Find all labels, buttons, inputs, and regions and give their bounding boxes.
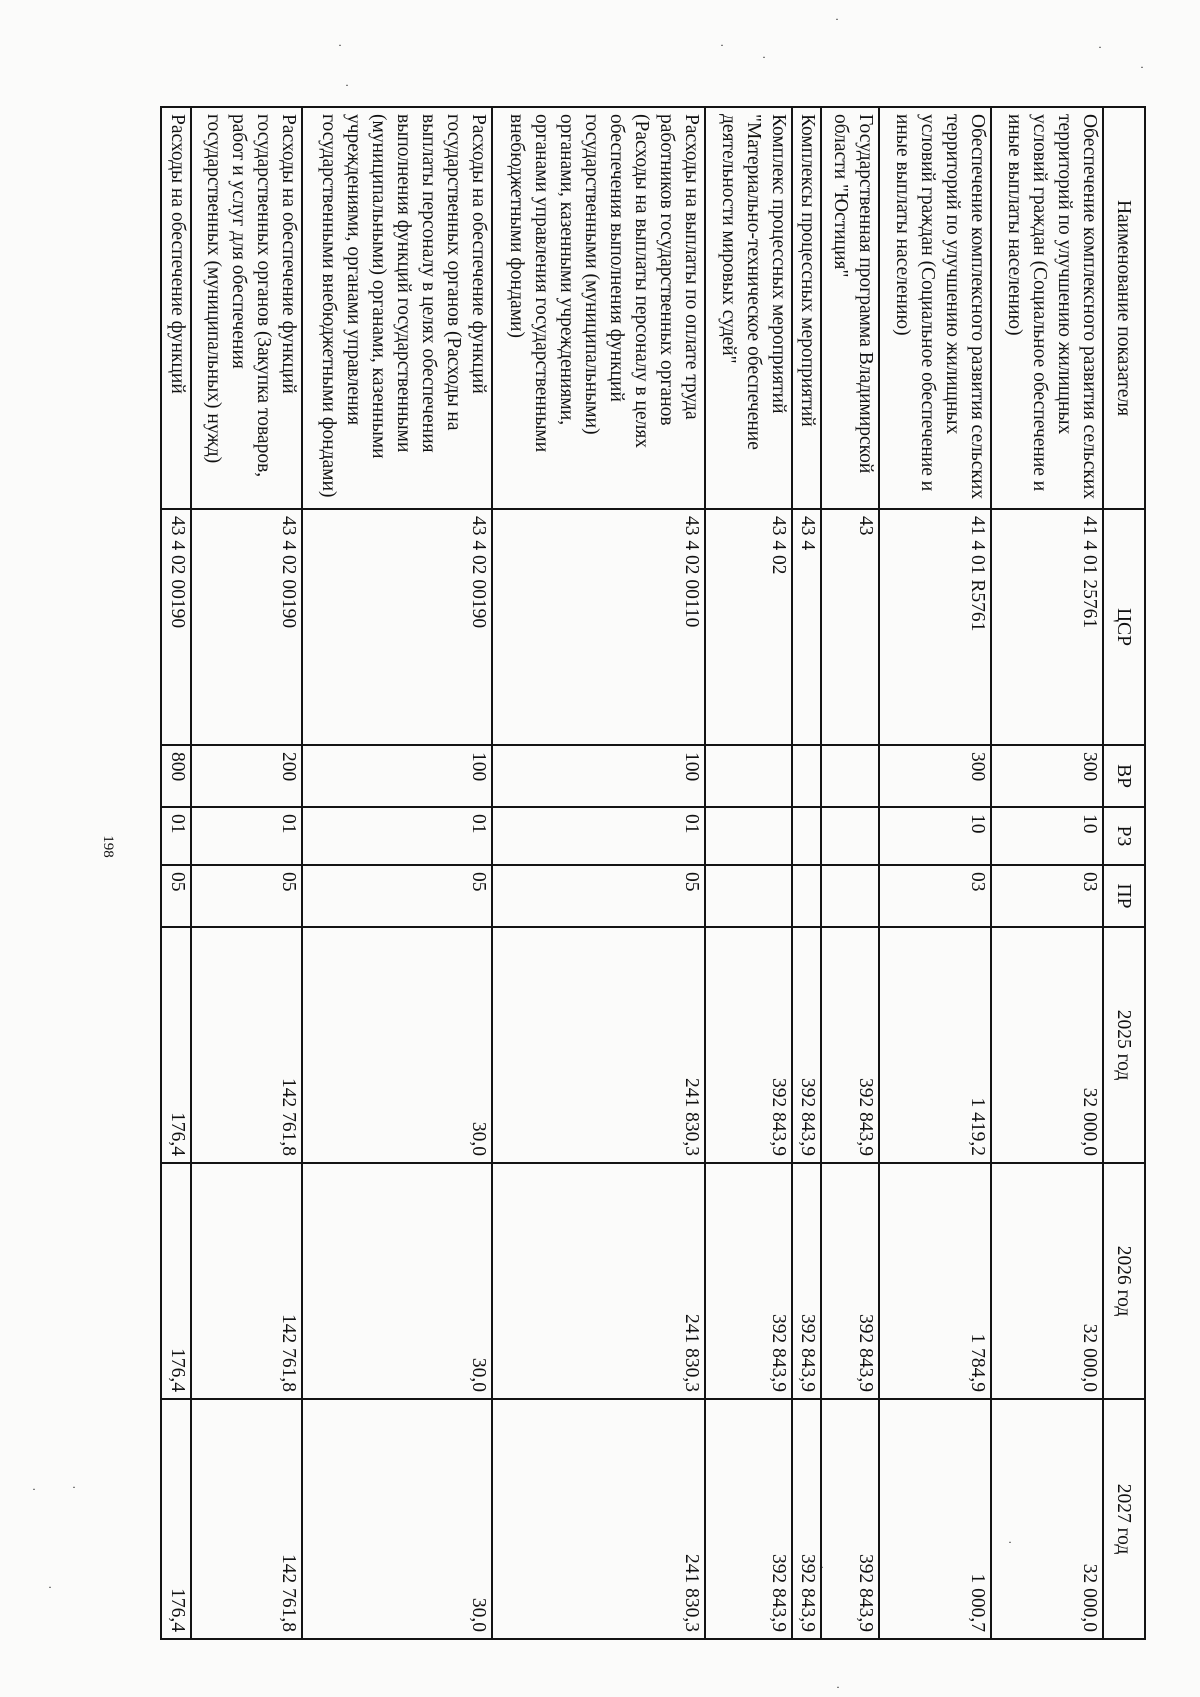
header-row (1103, 107, 1145, 1639)
row-2026: 241 830,3 (492, 1163, 705, 1399)
row-rz (792, 807, 822, 865)
row-csr: 41 4 01 R5761 (879, 509, 991, 745)
row-vr: 300 (991, 745, 1103, 807)
row-pr (705, 865, 791, 927)
row-2027: 241 830,3 (492, 1399, 705, 1639)
row-name: Расходы на обеспечение функций государственных органов (Закупка товаров, работ и услуг для обеспечения государственных (муниципальных) нужд) (191, 107, 303, 509)
table-row (705, 107, 791, 1639)
row-rz (705, 807, 791, 865)
row-csr: 43 4 02 00190 (161, 509, 191, 745)
row-2025: 392 843,9 (705, 927, 791, 1163)
row-2027: 392 843,9 (792, 1399, 822, 1639)
row-pr: 05 (161, 865, 191, 927)
row-csr: 43 4 (792, 509, 822, 745)
row-name: Расходы на выплаты по оплате труда работников государственных органов (Расходы на выплаты персоналу в целях обеспечения выполнения функций государственными (муниципальными) органами, казенными учреждениями, органами управления государственными внебюджетными фондами) (492, 107, 705, 509)
table-row (879, 107, 991, 1639)
row-2026: 1 784,9 (879, 1163, 991, 1399)
budget-table (160, 106, 1146, 1640)
row-rz: 01 (191, 807, 303, 865)
row-2026: 392 843,9 (705, 1163, 791, 1399)
table-row (302, 107, 492, 1639)
scan-speck: · (820, 1560, 824, 1574)
row-rz: 01 (302, 807, 492, 865)
row-2025: 32 000,0 (991, 927, 1103, 1163)
header-2027: 2027 год (1103, 1399, 1145, 1639)
row-2025: 392 843,9 (821, 927, 879, 1163)
row-pr: 05 (492, 865, 705, 927)
row-vr: 100 (492, 745, 705, 807)
row-csr: 43 (821, 509, 879, 745)
header-vr: ВР (1103, 745, 1145, 807)
row-vr (705, 745, 791, 807)
header-2026: 2026 год (1103, 1163, 1145, 1399)
row-pr: 05 (191, 865, 303, 927)
scan-speck: · (1008, 1535, 1012, 1549)
row-2027: 1 000,7 (879, 1399, 991, 1639)
row-csr: 43 4 02 00190 (302, 509, 492, 745)
table-row (161, 107, 191, 1639)
row-2027: 392 843,9 (705, 1399, 791, 1639)
row-vr: 200 (191, 745, 303, 807)
row-2027: 176,4 (161, 1399, 191, 1639)
row-pr (792, 865, 822, 927)
table-row (991, 107, 1103, 1639)
row-rz: 10 (879, 807, 991, 865)
scan-speck: · (1140, 60, 1144, 74)
row-rz (821, 807, 879, 865)
scan-speck: · (836, 1680, 840, 1694)
scan-speck: · (345, 78, 349, 92)
table-row (792, 107, 822, 1639)
row-name: Государственная программа Владимирской области "Юстиция" (821, 107, 879, 509)
row-name: Обеспечение комплексного развития сельских территорий по улучшению жилищных условий граждан (Социальное обеспечение и иные выплаты населению) (879, 107, 991, 509)
scan-speck: · (762, 50, 766, 64)
row-pr: 05 (302, 865, 492, 927)
row-pr (821, 865, 879, 927)
row-rz: 10 (991, 807, 1103, 865)
row-2025: 30,0 (302, 927, 492, 1163)
scan-speck: · (48, 1580, 52, 1594)
row-vr (792, 745, 822, 807)
row-csr: 43 4 02 (705, 509, 791, 745)
scan-speck: · (338, 38, 342, 52)
row-name: Расходы на обеспечение функций (161, 107, 191, 509)
row-2025: 1 419,2 (879, 927, 991, 1163)
scan-speck: · (835, 12, 839, 26)
table-row (191, 107, 303, 1639)
header-csr: ЦСР (1103, 509, 1145, 745)
row-2026: 392 843,9 (821, 1163, 879, 1399)
row-vr: 800 (161, 745, 191, 807)
table-row (492, 107, 705, 1639)
row-vr: 100 (302, 745, 492, 807)
row-2027: 30,0 (302, 1399, 492, 1639)
header-name: Наименование показателя (1103, 107, 1145, 509)
row-2026: 392 843,9 (792, 1163, 822, 1399)
row-pr: 03 (991, 865, 1103, 927)
row-2026: 30,0 (302, 1163, 492, 1399)
scan-speck: · (1098, 40, 1102, 54)
row-name: Расходы на обеспечение функций государственных органов (Расходы на выплаты персоналу в целях обеспечения выполнения функций государственными (муниципальными) органами, казенными учреждениями, органами управления государственными внебюджетными фондами) (302, 107, 492, 509)
header-rz: РЗ (1103, 807, 1145, 865)
row-2025: 142 761,8 (191, 927, 303, 1163)
row-name: Обеспечение комплексного развития сельских территорий по улучшению жилищных условий граждан (Социальное обеспечение и иные выплаты населению) (991, 107, 1103, 509)
row-2027: 392 843,9 (821, 1399, 879, 1639)
row-2026: 142 761,8 (191, 1163, 303, 1399)
row-csr: 43 4 02 00190 (191, 509, 303, 745)
scan-speck: · (72, 1480, 76, 1494)
row-2027: 32 000,0 (991, 1399, 1103, 1639)
rotated-table-container (160, 106, 1146, 1638)
row-pr: 03 (879, 865, 991, 927)
row-2027: 142 761,8 (191, 1399, 303, 1639)
table-row (821, 107, 879, 1639)
row-2025: 241 830,3 (492, 927, 705, 1163)
row-rz: 01 (492, 807, 705, 865)
row-2025: 176,4 (161, 927, 191, 1163)
row-name: Комплексы процессных мероприятий (792, 107, 822, 509)
row-vr (821, 745, 879, 807)
row-vr: 300 (879, 745, 991, 807)
row-2025: 392 843,9 (792, 927, 822, 1163)
header-pr: ПР (1103, 865, 1145, 927)
header-2025: 2025 год (1103, 927, 1145, 1163)
scan-speck: · (32, 1482, 36, 1496)
row-name: Комплекс процессных мероприятий "Материально-техническое обеспечение деятельности мировых судей" (705, 107, 791, 509)
row-csr: 43 4 02 00110 (492, 509, 705, 745)
row-2026: 32 000,0 (991, 1163, 1103, 1399)
row-2026: 176,4 (161, 1163, 191, 1399)
row-csr: 41 4 01 25761 (991, 509, 1103, 745)
page-number: 198 (99, 835, 116, 858)
scan-speck: · (720, 38, 724, 52)
row-rz: 01 (161, 807, 191, 865)
